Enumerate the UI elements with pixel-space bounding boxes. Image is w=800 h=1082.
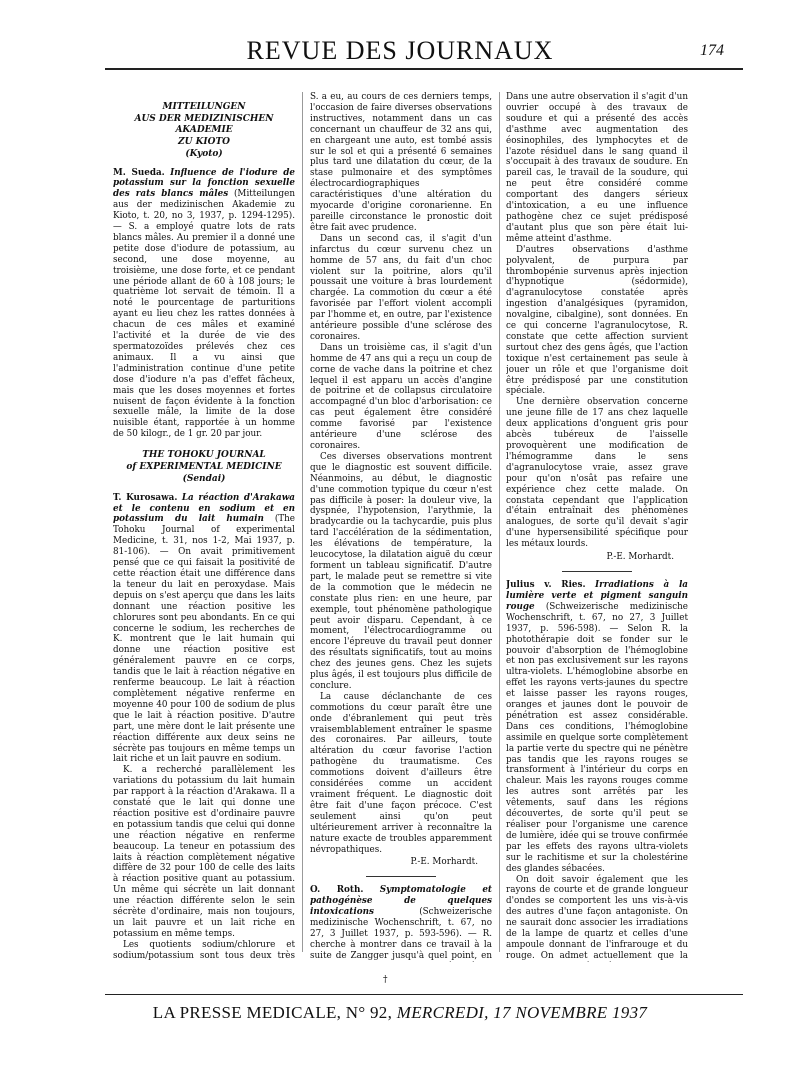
column-3 bbox=[506, 92, 688, 962]
article-title: Symptomatologie et pathogénèse de quelques intoxications bbox=[310, 885, 492, 918]
article-paragraph: Une dernière observation concerne une jeune fille de 17 ans chez laquelle deux applications d'onguent gris pour abcès tubéreux de l'aisselle provoquèrent une modification de l'hémogramme dans le sens d'agranulocytose vraie, assez grave pour qu'on n'osât pas refaire une expérience chez cette malade. On constata cependant que l'application d'étain entraînait des phénomènes analogues, de sorte qu'il devait s'agir d'une hypersensibilité spécifique pour les métaux lourds. bbox=[506, 397, 688, 550]
article-paragraph: K. a recherché parallèlement les variations du potassium du lait humain par rapport à la réaction d'Arakawa. Il a constaté que le lait qui donne une réaction positive est d'ordinaire pauvre en potassium tandis que celui qui donne une réaction négative en renferme beaucoup. La teneur en potassium des laits à réaction complètement négative diffère de 32 pour 100 de celle des laits à réaction positive quant au potassium. Un même qui sécrète un lait donnant une réaction différente selon le sein sécrète d'ordinaire, mais non toujours, un lait pauvre et un lait riche en potassium en même temps. bbox=[113, 765, 295, 939]
footer-date: MERCREDI, 17 NOVEMBRE 1937 bbox=[396, 1003, 648, 1022]
article-paragraph bbox=[506, 580, 688, 874]
page-number: 174 bbox=[700, 42, 724, 59]
column-divider bbox=[499, 92, 500, 952]
article-paragraph: Dans un troisième cas, il s'agit d'un homme de 47 ans qui a reçu un coup de corne de vache dans la poitrine et chez lequel il est apparu un accès d'angine de poitrine et de collapsus circulatoire accompagné d'un bloc d'arborisation: ce cas peut également être considéré comme favorisé par l'existence antérieure d'une sclérose des coronaires. bbox=[310, 342, 492, 451]
article-signature: P.-E. Morhardt. bbox=[410, 857, 478, 868]
article-title: Irradiations à la lumière verte et pigment sanguin rouge bbox=[506, 580, 688, 612]
section-title: MITTEILUNGEN AUS DER MEDIZINISCHEN AKADEMIE ZU KIOTO bbox=[134, 102, 274, 147]
column-divider bbox=[302, 92, 303, 952]
footer-journal: LA PRESSE MEDICALE, N° 92, bbox=[152, 1003, 393, 1022]
article-author: T. Kurosawa. bbox=[113, 492, 178, 503]
article-title: La réaction d'Arakawa et le contenu en sodium et en potassium du lait humain bbox=[113, 492, 295, 525]
separator-rule bbox=[562, 571, 632, 572]
article-text: (Mitteilungen aus der medizinischen Akademie zu Kioto, t. 20, no 3, 1937, p. 1294-1295). — S. a employé quatre lots de rats blancs mâles. Au premier il a donné une petite dose d'iodure de potassium, au second, une dose moyenne, au troisième, une dose forte, et ce pendant une période allant de 60 à 108 jours; le quatrième lot servait de témoin. Il a noté le pourcentage de parturitions ayant eu lieu chez les rattes données à chacun de ces mâles et examiné l'activité et la durée de vie des spermatozoïdes prélevés chez ces animaux. Il a vu ainsi que l'administration continue d'une petite dose d'iodure n'a pas d'effet fâcheux, mais que les doses moyennes et fortes nuisent de façon évidente à la fonction sexuelle mâle, la limite de la dose nuisible étant, rapportée à un homme de 50 kilogr., de 1 gr. 20 par jour. bbox=[113, 189, 295, 440]
page-header-title: REVUE DES JOURNAUX bbox=[246, 36, 554, 65]
article-title: Influence de l'iodure de potassium sur la fonction sexuelle des rats blancs mâles bbox=[113, 167, 295, 200]
footer-rule bbox=[105, 994, 743, 995]
page-footer bbox=[0, 1003, 800, 1023]
article-paragraph: Dans une autre observation il s'agit d'un ouvrier occupé à des travaux de soudure et qui a présenté des accès d'asthme avec augmentation des éosinophiles, des lymphocytes et de l'azote résiduel dans le sang quand il s'occupait à des travaux de soudure. En pareil cas, le travail de la soudure, qui ne peut être considéré comme comportant des dangers sérieux d'intoxication, a eu une influence pathogène chez ce sujet prédisposé d'autant plus que son père était lui-même atteint d'asthme. bbox=[506, 92, 688, 244]
article-paragraph: Ces diverses observations montrent que le diagnostic est souvent difficile. Néanmoins, au début, le diagnostic d'une commotion typique du cœur n'est pas difficile à poser: la douleur vive, la dyspnée, l'hypotension, l'arythmie, la bradycardie ou la tachycardie, puis plus tard l'accélération de la sédimentation, les élévations de température, la leucocytose, la dilatation aiguë du cœur forment un tableau significatif. D'autre part, le malade peut se remettre si vite de la commotion que le médecin ne constate plus rien: en une heure, par exemple, tout phénomène pathologique peut avoir disparu. Cependant, à ce moment, l'électrocardiogramme ou encore l'épreuve du travail peut donner des résultats significatifs, tout au moins chez des jeunes gens. Chez les sujets plus âgés, il est toujours plus difficile de conclure. bbox=[310, 451, 492, 691]
article-paragraph: S. a eu, au cours de ces derniers temps, l'occasion de faire diverses observations instructives, notamment dans un cas concernant un chauffeur de 32 ans qui, en chargeant une auto, est tombé assis sur le sol et qui a présenté 6 semaines plus tard une dilatation du cœur, de la stase pulmonaire et des symptômes électrocardiographiques caractéristiques d'une altération du myocarde d'origine coronarienne. En pareille circonstance le pronostic doit être fait avec prudence. bbox=[310, 92, 492, 233]
article-text: (Schweizerische medizinische Wochenschrift, t. 67, no 27, 3 Juillet 1937, p. 596-598). — Selon R. la photothérapie doit se fonder sur le pouvoir d'absorption de l'hémoglobine et non pas exclusivement sur les rayons ultra-violets. L'hémoglobine absorbe en effet les rayons verts-jaunes du spectre et laisse passer les rayons rouges, oranges et jaunes dont le pouvoir de pénétration est assez considérable. Dans ces conditions, l'hémoglobine assimile en quelque sorte complètement la partie verte du spectre qui ne pénètre pas tandis que les rayons rouges se transforment à l'intérieur du corps en chaleur. Mais les rayons rouges comme les autres sont arrêtés par les vêtements, sauf dans les régions découvertes, de sorte qu'il peut se réaliser pour l'organisme une carence de lumière, idée qui se trouve confirmée par les effets des rayons ultra-violets sur le rachitisme et sur la cholestérine des glandes sébacées. bbox=[506, 601, 688, 874]
article-text: (Schweizerische medizinische Wochenschrift, t. 67, no 27, 3 Juillet 1937, p. 593-596). — R. cherche à montrer dans ce travail à la suite de Zangger jusqu'à quel point, en bbox=[310, 907, 492, 961]
printer-mark: † bbox=[383, 975, 388, 985]
article-paragraph bbox=[113, 493, 295, 766]
section-title: THE TOHOKU JOURNAL of EXPERIMENTAL MEDICINE bbox=[126, 450, 282, 472]
article-text: (The Tohoku Journal of experimental Medicine, t. 31, nos 1-2, Mai 1937, p. 81-106). — On avait primitivement pensé que ce qui faisait la positivité de cette réaction était une différence dans la teneur du lait en peroxydase. Mais depuis on s'est aperçu que dans les laits donnant une réaction positive les chlorures sont peu abondants. En ce qui concerne le sodium, les recherches de K. montrent que le lait humain qui donne une réaction positive est généralement pauvre en ce corps, tandis que le lait à réaction négative en renferme beaucoup. Le lait à réaction complètement négative renferme en moyenne 40 pour 100 de sodium de plus que le lait à réaction positive. D'autre part, une mère dont le lait présente une réaction différente aux deux seins ne sécrète pas toujours en même temps un lait riche et un lait pauvre en sodium. bbox=[113, 514, 295, 765]
article-author: Julius v. Ries. bbox=[506, 580, 586, 591]
column-2 bbox=[310, 92, 492, 962]
article-author: O. Roth. bbox=[310, 885, 364, 896]
section-city: (Sendai) bbox=[182, 474, 226, 485]
article-paragraph: D'autres observations d'asthme polyvalent, de purpura par thrombopénie survenus après injection d'hypnotique (sédormide), d'agranulocytose constatée après ingestion d'analgésiques (pyramidon, novalgine, cibalgine), sont données. En ce qui concerne l'agranulocytose, R. constate que cette affection survient surtout chez des gens âgés, que l'action toxique n'est certainement pas seule à jouer un rôle et que l'organisme doit être prédisposé par une constitution spéciale. bbox=[506, 244, 688, 397]
header-rule bbox=[105, 68, 743, 70]
article-paragraph: Les quotients sodium/chlorure et sodium/potassium sont tous deux très bbox=[113, 939, 295, 961]
article-signature: P.-E. Morhardt. bbox=[606, 552, 674, 563]
article-paragraph bbox=[113, 168, 295, 441]
article-paragraph bbox=[310, 885, 492, 962]
article-paragraph: On doit savoir également que les rayons de courte et de grande longueur d'ondes se comportent les uns vis-à-vis des autres d'une façon antagoniste. On ne saurait donc associer les irradiations de la lampe de quartz et celles d'une ampoule donnant de l'infrarouge et du rouge. On admet actuellement que la bbox=[506, 874, 688, 961]
article-paragraph: La cause déclanchante de ces commotions du cœur paraît être une onde d'ébranlement qui peut très vraisemblablement entraîner le spasme des coronaires. Par ailleurs, toute altération du cœur favorise l'action pathogène du traumatisme. Ces commotions doivent d'ailleurs être considérées comme un accident vraiment fréquent. Le diagnostic doit être fait d'une façon précoce. C'est seulement ainsi qu'on peut ultérieurement arriver à reconnaître la nature exacte de troubles apparemment névropathiques. bbox=[310, 691, 492, 855]
article-paragraph: Dans un second cas, il s'agit d'un infarctus du cœur survenu chez un homme de 57 ans, du fait d'un choc violent sur la poitrine, alors qu'il poussait une voiture à bras lourdement chargée. La commotion du cœur a été favorisée par l'effort violent accompli par l'homme et, en outre, par l'existence antérieure possible d'une sclérose des coronaires. bbox=[310, 233, 492, 342]
column-1 bbox=[113, 92, 295, 962]
section-city: (Kyoto) bbox=[185, 149, 223, 159]
separator-rule bbox=[366, 876, 436, 877]
article-author: M. Sueda. bbox=[113, 167, 165, 178]
